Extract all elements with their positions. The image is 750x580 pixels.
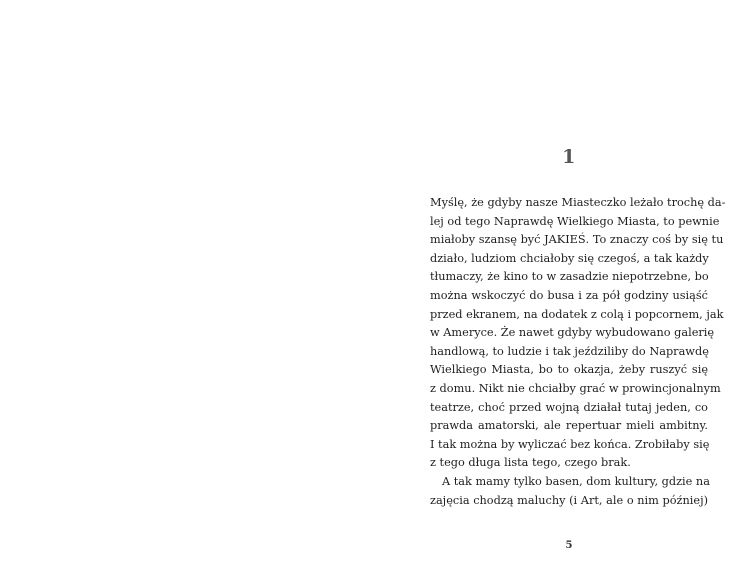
text-line: zajęcia chodzą maluchy (i Art, ale o nim później): [430, 493, 708, 507]
right-page: [430, 0, 726, 580]
text-line: I tak można by wyliczać bez końca. Zrobiłaby się: [430, 437, 710, 451]
text-line: w Ameryce. Że nawet gdyby wybudowano galerię: [430, 326, 715, 340]
chapter-number: 1: [562, 146, 576, 168]
page-number: 5: [565, 540, 573, 551]
text-line: z tego długa lista tego, czego brak.: [430, 456, 631, 470]
text-line: z domu. Nikt nie chciałby grać w prowincjonalnym: [430, 381, 721, 395]
text-line: A tak mamy tylko basen, dom kultury, gdzie na: [442, 474, 710, 488]
text-line: można wskoczyć do busa i za pół godziny usiąść: [430, 288, 708, 302]
text-line: handlową, to ludzie i tak jeździliby do Naprawdę: [430, 344, 709, 358]
body-text: [430, 194, 726, 510]
text-line: tłumaczy, że kino to w zasadzie niepotrzebne, bo: [430, 270, 709, 284]
text-line: działo, ludziom chciałoby się czegoś, a tak każdy: [430, 251, 709, 265]
text-line: Myślę, że gdyby nasze Miasteczko leżało trochę da-: [430, 196, 726, 209]
text-line: przed ekranem, na dodatek z colą i popcornem, jak: [430, 307, 724, 321]
paragraph-2: [430, 473, 708, 510]
text-line: miałoby szansę być JAKIEŚ. To znaczy coś by się tu: [430, 233, 724, 247]
paragraph-1: [430, 194, 726, 473]
text-line: teatrze, choć przed wojną działał tutaj jeden, co: [430, 400, 708, 414]
text-line: prawda amatorski, ale repertuar mieli ambitny.: [430, 419, 708, 433]
text-line: Wielkiego Miasta, bo to okazja, żeby ruszyć się: [430, 363, 708, 377]
text-line: lej od tego Naprawdę Wielkiego Miasta, to pewnie: [430, 214, 720, 228]
